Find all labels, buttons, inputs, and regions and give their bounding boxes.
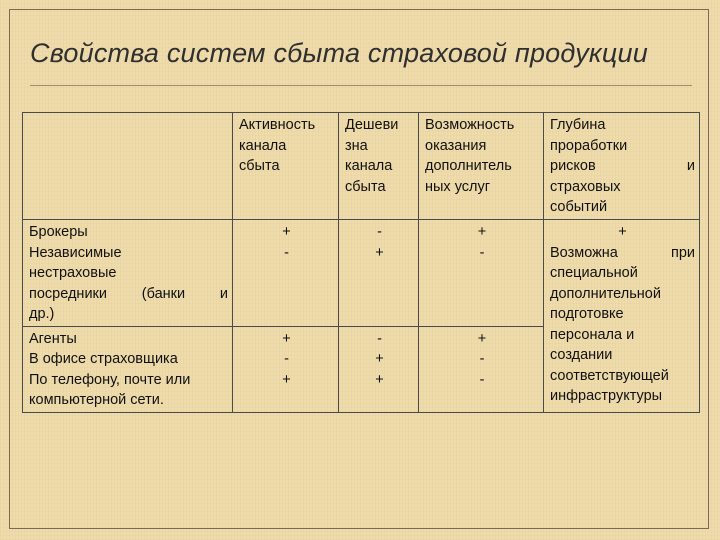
row-label-line: В офисе страховщика xyxy=(29,351,178,367)
header-services-line: ных услуг xyxy=(425,178,491,195)
row-label-line: компьютерной сети. xyxy=(29,392,164,408)
value-mark: - xyxy=(284,351,289,367)
depth-text-line: создании xyxy=(550,347,613,363)
row-label-line: Агенты xyxy=(29,330,77,347)
header-activity-line: сбыта xyxy=(239,158,280,174)
row-label-line: По телефону, почте или xyxy=(29,371,191,388)
header-activity xyxy=(233,113,339,220)
row-label-line: др.) xyxy=(29,306,55,322)
depth-text-line: инфраструктуры xyxy=(550,388,663,404)
cell-services-agents xyxy=(419,326,544,412)
value-mark: + xyxy=(477,330,487,347)
cell-activity-intermediaries xyxy=(233,220,339,327)
value-mark: + xyxy=(282,330,291,347)
cell-activity-agents xyxy=(233,326,339,412)
header-depth-line: событий xyxy=(550,199,608,215)
table-row-intermediaries xyxy=(23,220,700,327)
depth-text-line: Возможна при xyxy=(550,244,695,261)
row-label-agents xyxy=(23,326,233,412)
value-mark: - xyxy=(479,351,485,367)
value-mark: - xyxy=(479,244,485,261)
row-label-line: Брокеры xyxy=(29,224,88,240)
header-depth-line: страховых xyxy=(550,178,621,195)
value-mark: + xyxy=(375,351,384,367)
header-cheapness xyxy=(339,113,419,220)
header-services xyxy=(419,113,544,220)
value-mark: + xyxy=(375,244,384,261)
value-mark: + xyxy=(282,224,291,240)
header-services-line: дополнитель xyxy=(425,158,512,174)
value-mark: + xyxy=(477,224,487,240)
depth-text-line: подготовке xyxy=(550,306,624,322)
cell-cheapness-intermediaries xyxy=(339,220,419,327)
depth-text-line: специальной xyxy=(550,265,638,281)
header-depth xyxy=(544,113,700,220)
table-header-row xyxy=(23,113,700,220)
row-label-intermediaries xyxy=(23,220,233,327)
header-activity-line: канала xyxy=(239,137,287,154)
cell-services-intermediaries xyxy=(419,220,544,327)
header-depth-line: проработки xyxy=(550,137,628,154)
slide-title: Свойства систем сбыта страховой продукции xyxy=(30,38,648,68)
header-empty-cell xyxy=(23,113,233,220)
value-mark: - xyxy=(377,330,382,347)
header-activity-line: Активность xyxy=(239,117,316,133)
value-mark: + xyxy=(282,371,291,388)
value-mark: + xyxy=(375,371,384,388)
sales-systems-table xyxy=(22,112,700,413)
header-cheapness-line: канала xyxy=(345,158,393,174)
header-cheapness-line: зна xyxy=(345,137,368,154)
depth-text-line: персонала и xyxy=(550,326,635,343)
header-cheapness-line: сбыта xyxy=(345,178,386,195)
value-mark: - xyxy=(377,224,382,240)
header-services-line: оказания xyxy=(425,137,487,154)
value-mark: + xyxy=(618,224,627,240)
depth-text-line: соответствующей xyxy=(550,367,669,384)
row-label-line: посредники (банки и xyxy=(29,285,228,302)
header-cheapness-line: Дешеви xyxy=(345,117,399,133)
value-mark: - xyxy=(479,371,485,388)
title-divider xyxy=(30,85,692,86)
row-label-line: Независимые xyxy=(29,244,122,261)
cell-cheapness-agents xyxy=(339,326,419,412)
header-services-line: Возможность xyxy=(425,117,515,133)
value-mark: - xyxy=(284,244,289,261)
cell-depth-merged xyxy=(544,220,700,413)
header-depth-line: Глубина xyxy=(550,117,606,133)
depth-text-line: дополнительной xyxy=(550,285,661,302)
row-label-line: нестраховые xyxy=(29,265,117,281)
header-depth-line: рисков и xyxy=(550,158,695,174)
